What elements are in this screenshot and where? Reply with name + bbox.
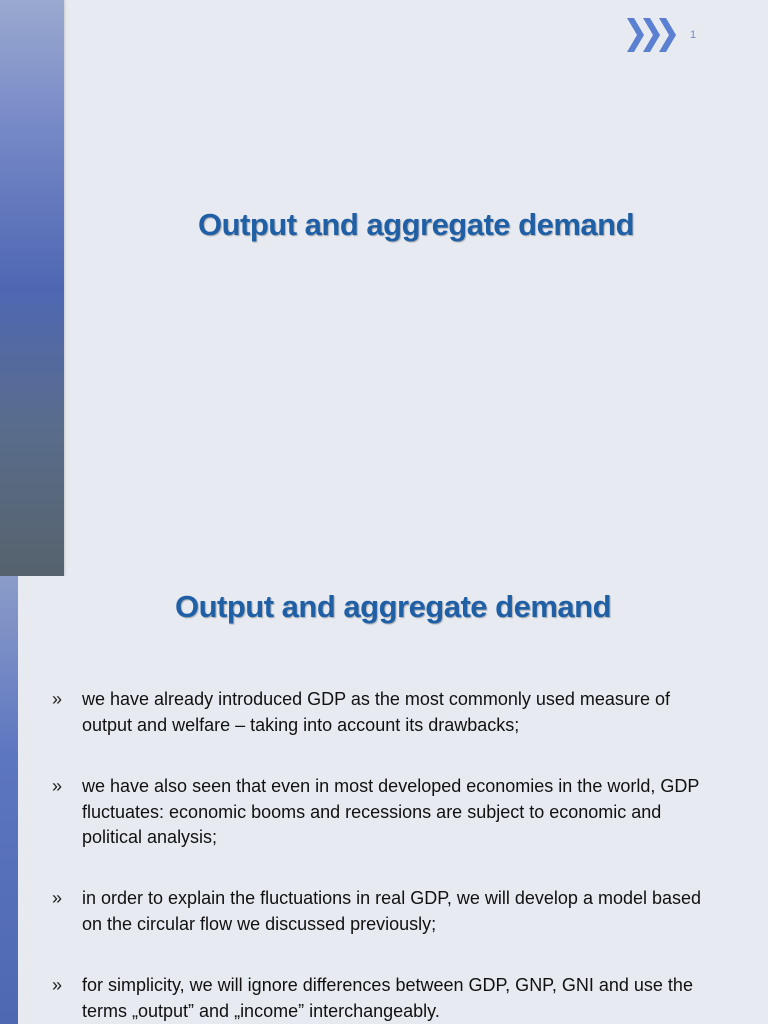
bullet-text: we have also seen that even in most developed economies in the world, GDP fluctuates: economic booms and recessions are subject to economic and political analysis;: [82, 776, 700, 847]
slide-sidebar-band: [0, 0, 64, 576]
slide-title: Output and aggregate demand: [197, 207, 635, 242]
slide-title: Output and aggregate demand: [174, 589, 612, 624]
bullet-text: in order to explain the fluctuations in real GDP, we will develop a model based on the circular flow we discussed previously;: [82, 888, 702, 934]
slide-number: 1: [690, 29, 697, 41]
bullet-marker: »: [52, 975, 63, 995]
bullet-text: we have already introduced GDP as the most commonly used measure of output and welfare – taking into account its drawbacks;: [82, 689, 670, 735]
chevron-arrows-icon: [625, 16, 681, 54]
bullet-list: [0, 576, 768, 1024]
bullet-marker: »: [52, 776, 63, 796]
slide-2: [0, 576, 768, 1024]
bullet-text: for simplicity, we will ignore differences between GDP, GNP, GNI and use the terms „output” and „income” interchangeably.: [82, 975, 693, 1021]
bullet-marker: »: [52, 888, 63, 908]
bullet-marker: »: [52, 689, 63, 709]
